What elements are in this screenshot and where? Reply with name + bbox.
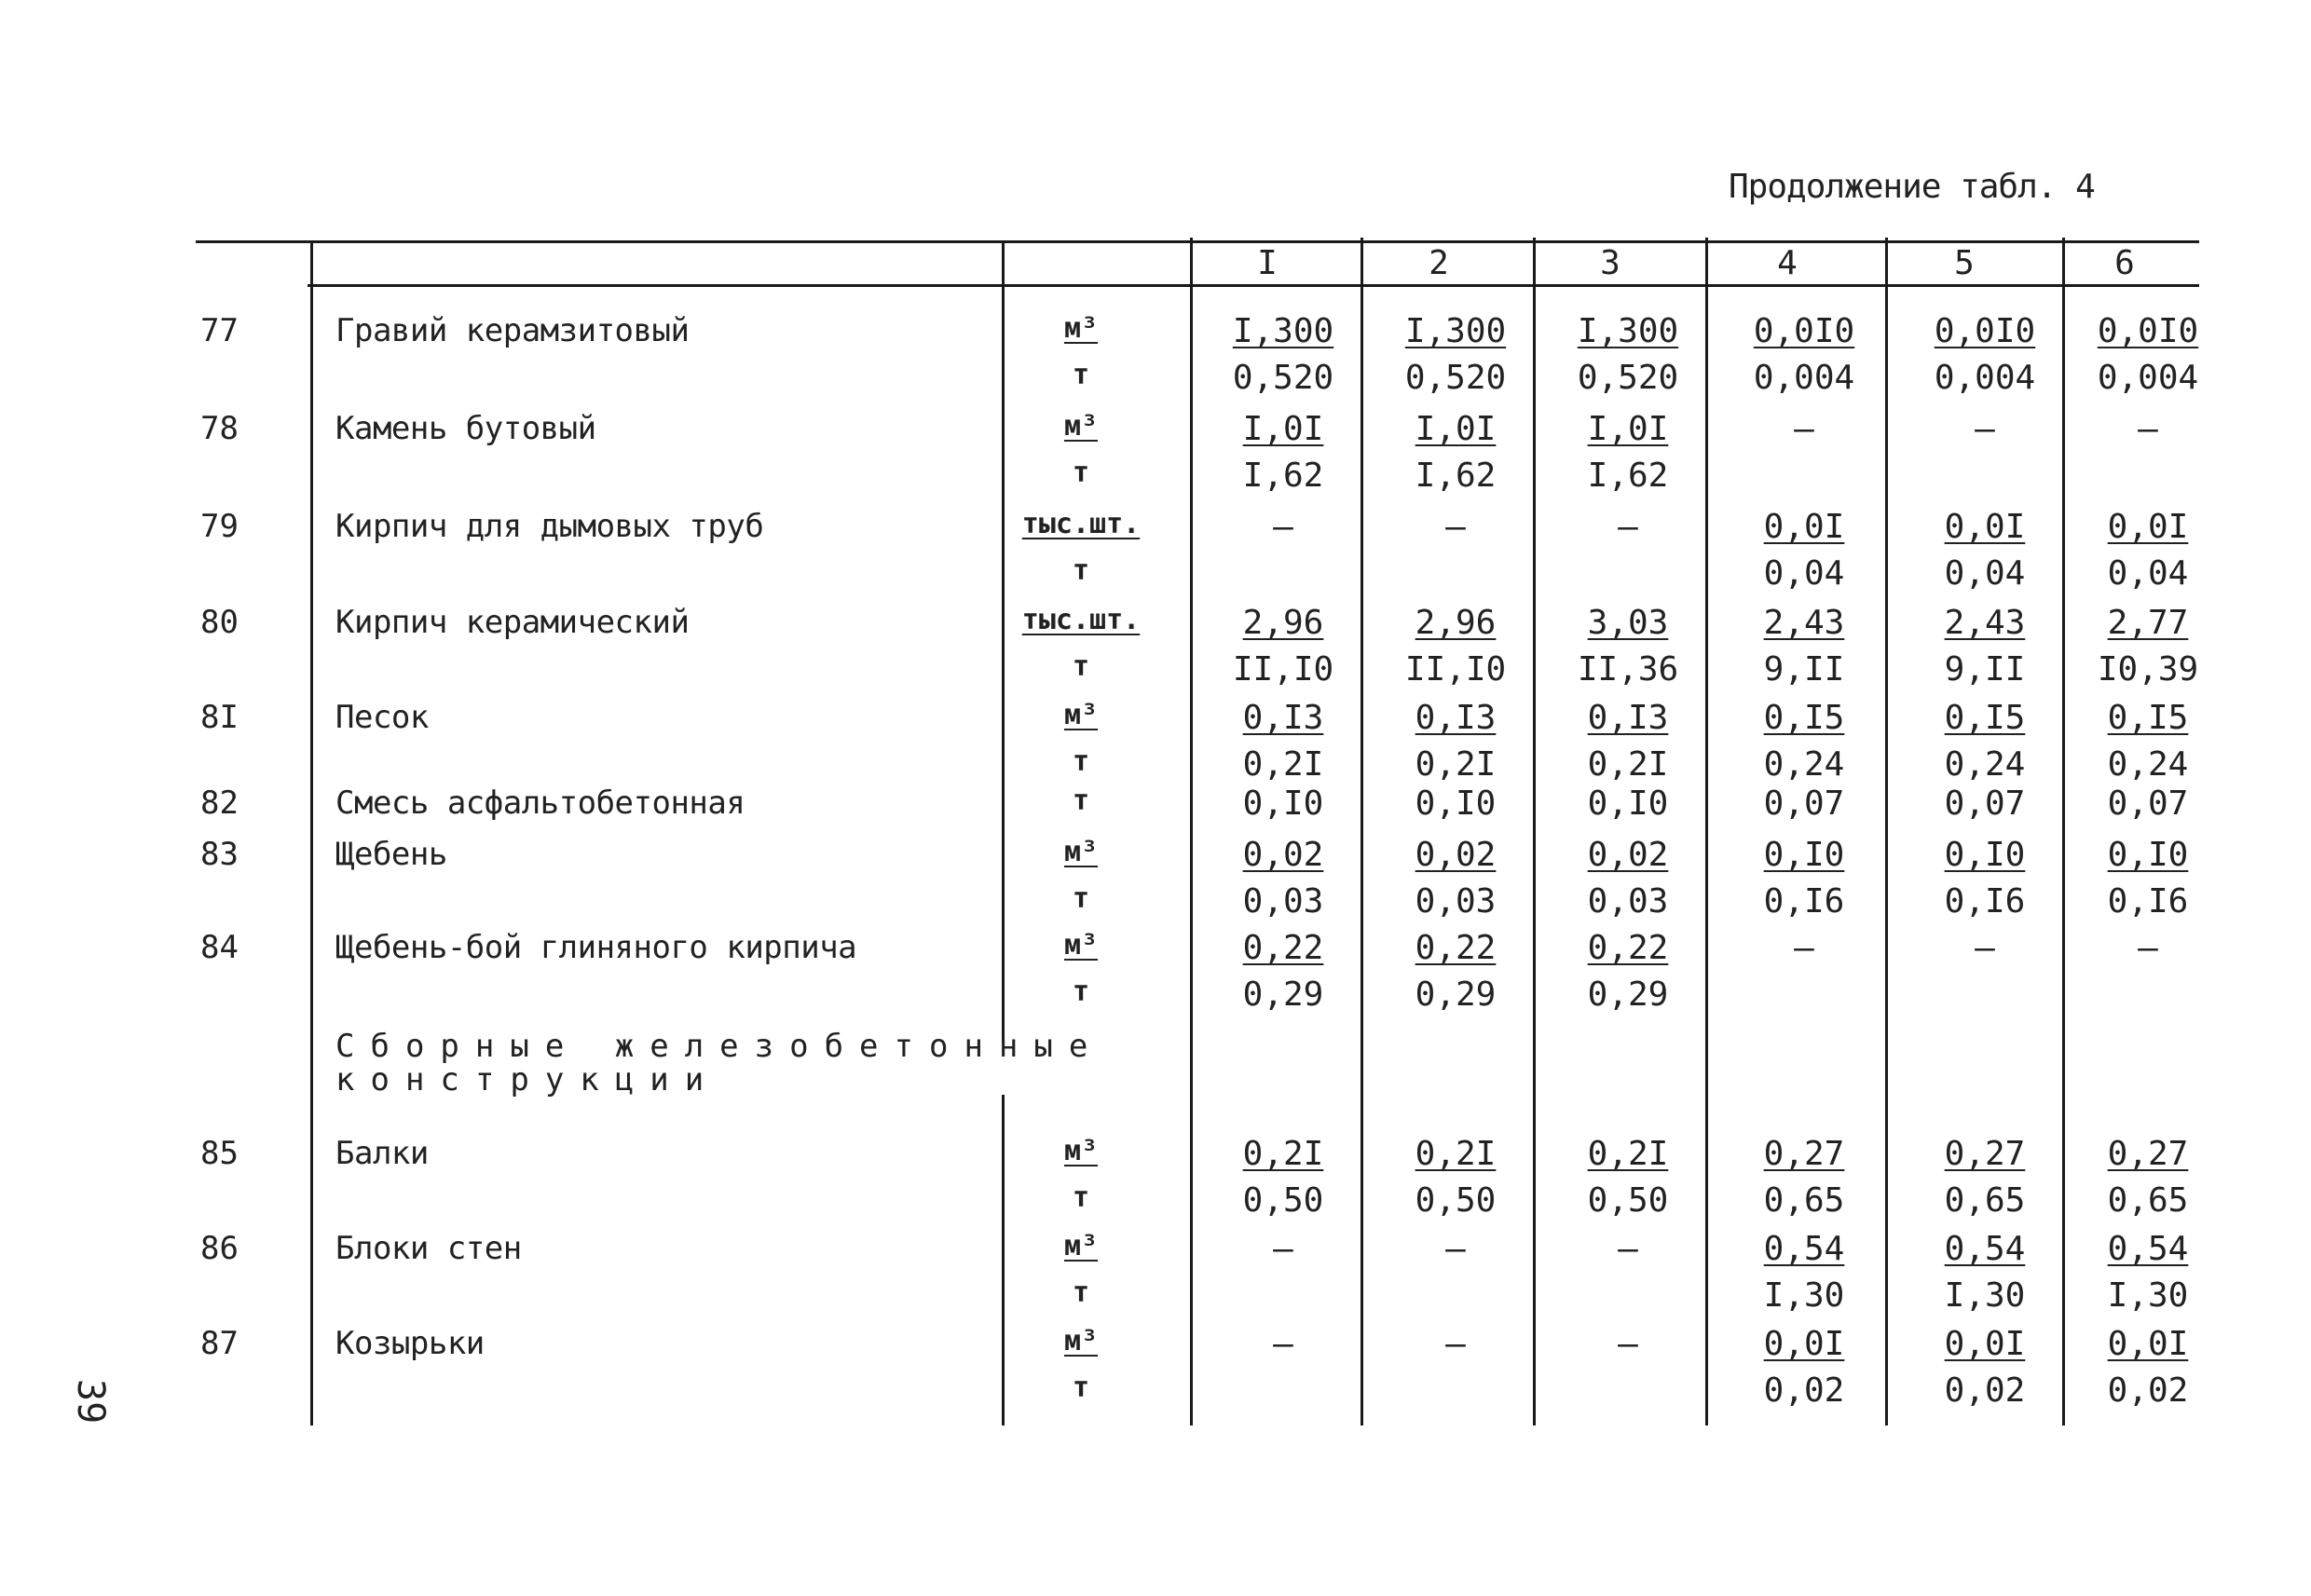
unit-label: т [1072,1371,1090,1404]
table-cell-value: 0,07 [2107,784,2189,823]
table-cell-value: 0,27 [2107,1135,2189,1173]
table-cell-value: 2,43 [1763,604,1845,642]
table-cell-value: 9,II [1944,650,2026,689]
table-cell-value: II,36 [1577,650,1679,689]
table-cell-value: 0,22 [1415,929,1497,967]
table-cell-value: – [1794,929,1814,967]
table-cell-value: 0,04 [2107,554,2189,593]
table-vrule [1533,238,1536,1425]
unit-label: т [1072,650,1090,683]
table-cell-value: 0,24 [1763,745,1845,784]
table-cell-value: 2,96 [1242,604,1324,642]
table-cell-value: I,30 [1944,1276,2026,1315]
column-header-1: I [1257,244,1278,282]
table-cell-value: 0,02 [2107,1371,2189,1410]
row-number: 83 [200,836,239,873]
table-cell-value: 0,03 [1242,882,1324,921]
table-cell-value: I,62 [1415,457,1497,495]
table-cell-value: 0,I3 [1587,699,1669,737]
table-cell-value: 0,0I [1944,508,2026,546]
table-cell-value: 0,22 [1587,929,1669,967]
table-cell-value: 0,I0 [1944,836,2026,874]
table-cell-value: 0,24 [1944,745,2026,784]
table-cell-value: 0,0I [2107,1325,2189,1363]
unit-label: м³ [1063,1230,1099,1262]
row-number: 86 [200,1230,239,1267]
table-cell-value: 0,0I0 [1934,312,2036,350]
table-cell-value: – [2138,410,2158,448]
table-cell-value: 0,0I [1763,1325,1845,1363]
table-cell-value: I,300 [1577,312,1679,350]
unit-label: м³ [1063,929,1099,962]
unit-label: тыс.шт. [1021,508,1141,540]
table-cell-value: – [1975,410,1995,448]
table-cell-value: I,0I [1415,410,1497,448]
table-cell-value: – [1975,929,1995,967]
material-name: Гравий керамзитовый [335,312,690,349]
unit-label: м³ [1063,410,1099,443]
material-name: Кирпич керамический [335,604,690,641]
row-number: 87 [200,1325,239,1362]
table-top-rule [196,240,2199,243]
table-cell-value: 0,004 [1753,359,1855,397]
table-cell-value: 0,0I [1763,508,1845,546]
table-vrule [1361,238,1363,1425]
table-cell-value: I,30 [1763,1276,1845,1315]
table-cell-value: 0,520 [1577,359,1679,397]
table-cell-value: 0,2I [1242,1135,1324,1173]
table-cell-value: 9,II [1763,650,1845,689]
table-cell-value: I,0I [1587,410,1669,448]
table-cell-value: 0,27 [1944,1135,2026,1173]
table-cell-value: 0,I5 [2107,699,2189,737]
table-cell-value: 2,96 [1415,604,1497,642]
table-cell-value: II,I0 [1232,650,1334,689]
table-cell-value: 0,I0 [2107,836,2189,874]
table-cell-value: 0,29 [1587,975,1669,1014]
table-cell-value: 0,0I [1944,1325,2026,1363]
table-cell-value: 0,I3 [1242,699,1324,737]
table-cell-value: 0,I0 [1587,784,1669,823]
table-cell-value: 0,I0 [1242,784,1324,823]
unit-label: т [1072,457,1090,489]
table-vrule [2062,238,2065,1425]
row-number: 85 [200,1135,239,1172]
table-cell-value: 0,2I [1587,745,1669,784]
table-cell-value: – [2138,929,2158,967]
unit-label: м³ [1063,1325,1099,1357]
table-cell-value: 0,0I [2107,508,2189,546]
table-cell-value: I,300 [1232,312,1334,350]
table-cell-value: I,30 [2107,1276,2189,1315]
table-cell-value: 0,03 [1587,882,1669,921]
table-vrule [310,242,313,1425]
unit-label: м³ [1063,1135,1099,1167]
unit-label: м³ [1063,699,1099,731]
table-vrule [1705,238,1708,1425]
unit-label: т [1072,359,1090,391]
table-cell-value: 0,65 [2107,1181,2189,1220]
table-cell-value: – [1618,1230,1638,1268]
table-cell-value: – [1445,508,1466,546]
row-number: 77 [200,312,239,349]
table-vrule [1190,238,1193,1425]
table-cell-value: 0,24 [2107,745,2189,784]
table-cell-value: 0,I6 [1944,882,2026,921]
table-cell-value: – [1445,1230,1466,1268]
table-cell-value: 0,I6 [2107,882,2189,921]
row-number: 82 [200,784,239,822]
row-number: 8I [200,699,239,736]
unit-label: м³ [1063,312,1099,345]
column-header-2: 2 [1429,244,1449,282]
column-header-4: 4 [1777,244,1798,282]
section-heading: Сборные железобетонные конструкции [335,1028,1104,1098]
material-name: Кирпич для дымовых труб [335,508,764,545]
table-cell-value: 0,004 [2097,359,2199,397]
table-cell-value: 0,54 [1763,1230,1845,1268]
table-cell-value: 0,2I [1415,1135,1497,1173]
table-cell-value: 0,I0 [1415,784,1497,823]
table-cell-value: – [1618,1325,1638,1363]
table-vrule [1002,1095,1005,1425]
material-name: Балки [335,1135,429,1172]
table-cell-value: 0,I0 [1763,836,1845,874]
row-number: 84 [200,929,239,966]
table-cell-value: 0,29 [1242,975,1324,1014]
table-cell-value: 0,54 [2107,1230,2189,1268]
table-cell-value: 0,0I0 [1753,312,1855,350]
material-name: Блоки стен [335,1230,522,1267]
table-cell-value: 2,77 [2107,604,2189,642]
column-header-6: 6 [2114,244,2135,282]
table-cell-value: 0,I5 [1763,699,1845,737]
material-name: Камень бутовый [335,410,596,447]
table-vrule [1002,242,1005,1044]
table-cell-value: 0,04 [1763,554,1845,593]
unit-label: т [1072,882,1090,915]
row-number: 80 [200,604,239,641]
unit-label: т [1072,975,1090,1008]
row-number: 78 [200,410,239,447]
table-header-rule [308,284,2199,287]
unit-label: т [1072,554,1090,587]
column-header-3: 3 [1600,244,1620,282]
table-cell-value: 0,50 [1242,1181,1324,1220]
table-cell-value: 0,22 [1242,929,1324,967]
unit-label: т [1072,745,1090,778]
table-cell-value: 0,0I0 [2097,312,2199,350]
table-cell-value: II,I0 [1404,650,1507,689]
table-cell-value: – [1273,1230,1293,1268]
table-cell-value: 0,65 [1944,1181,2026,1220]
material-name: Щебень-бой глиняного кирпича [335,929,857,966]
column-header-5: 5 [1954,244,1975,282]
table-cell-value: I0,39 [2097,650,2199,689]
unit-label: тыс.шт. [1021,604,1141,636]
table-cell-value: 0,2I [1587,1135,1669,1173]
table-cell-value: 3,03 [1587,604,1669,642]
table-cell-value: I,62 [1587,457,1669,495]
page-number: 39 [69,1379,112,1425]
table-cell-value: 0,2I [1415,745,1497,784]
unit-label: т [1072,1276,1090,1309]
table-cell-value: 0,50 [1415,1181,1497,1220]
table-cell-value: 0,04 [1944,554,2026,593]
material-name: Козырьки [335,1325,485,1362]
table-cell-value: – [1618,508,1638,546]
table-cell-value: 0,07 [1944,784,2026,823]
table-cell-value: 0,02 [1944,1371,2026,1410]
table-caption: Продолжение табл. 4 [1729,168,2095,206]
table-cell-value: 2,43 [1944,604,2026,642]
table-cell-value: 0,02 [1415,836,1497,874]
table-cell-value: – [1273,508,1293,546]
table-cell-value: 0,27 [1763,1135,1845,1173]
table-cell-value: 0,07 [1763,784,1845,823]
table-cell-value: – [1794,410,1814,448]
table-cell-value: 0,03 [1415,882,1497,921]
table-cell-value: 0,520 [1404,359,1507,397]
table-cell-value: 0,004 [1934,359,2036,397]
material-name: Песок [335,699,429,736]
unit-label: м³ [1063,836,1099,868]
table-cell-value: 0,2I [1242,745,1324,784]
table-cell-value: 0,29 [1415,975,1497,1014]
table-cell-value: 0,02 [1587,836,1669,874]
table-cell-value: 0,520 [1232,359,1334,397]
table-cell-value: 0,I6 [1763,882,1845,921]
table-cell-value: 0,02 [1763,1371,1845,1410]
table-cell-value: I,300 [1404,312,1507,350]
material-name: Смесь асфальтобетонная [335,784,745,822]
table-cell-value: 0,I5 [1944,699,2026,737]
table-vrule [1885,238,1888,1425]
table-cell-value: I,62 [1242,457,1324,495]
table-cell-value: 0,54 [1944,1230,2026,1268]
table-cell-value: 0,65 [1763,1181,1845,1220]
table-cell-value: 0,I3 [1415,699,1497,737]
material-name: Щебень [335,836,447,873]
table-cell-value: – [1445,1325,1466,1363]
unit-label: т [1072,1181,1090,1214]
row-number: 79 [200,508,239,545]
unit-label: т [1072,784,1090,817]
table-cell-value: I,0I [1242,410,1324,448]
table-cell-value: 0,02 [1242,836,1324,874]
table-cell-value: 0,50 [1587,1181,1669,1220]
table-cell-value: – [1273,1325,1293,1363]
